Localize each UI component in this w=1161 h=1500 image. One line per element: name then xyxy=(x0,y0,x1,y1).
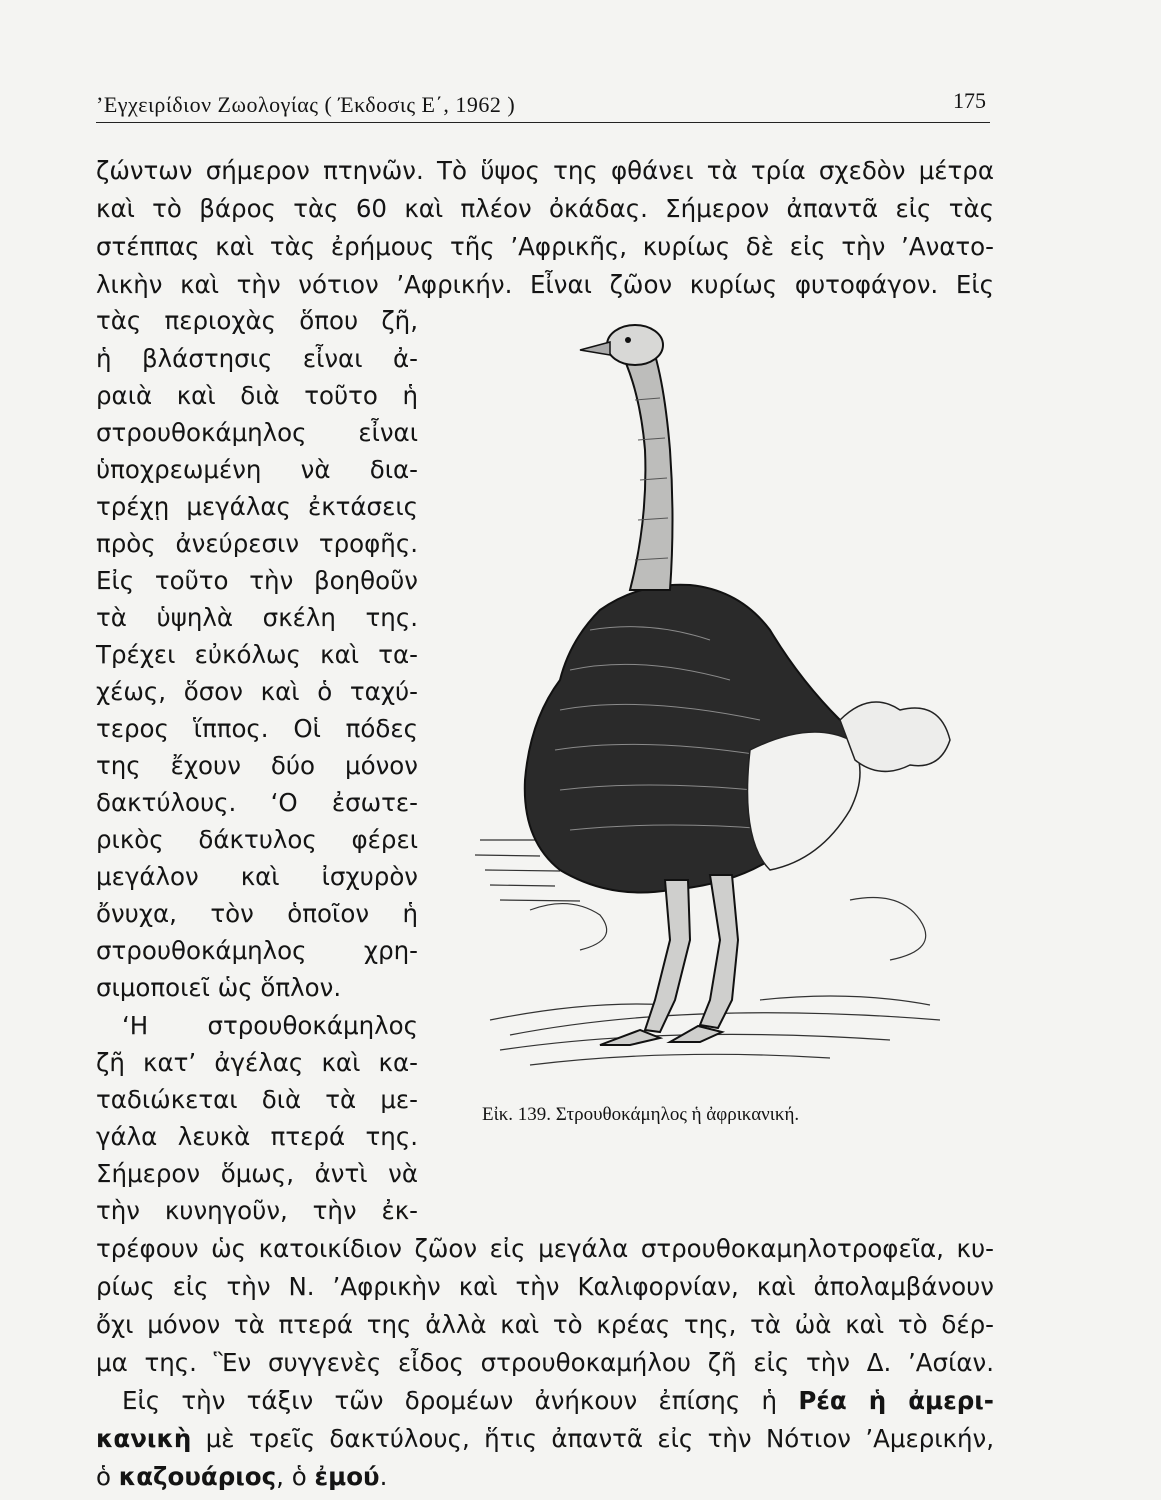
text-line: ζῆ κατ’ ἀγέλας καὶ κα- xyxy=(96,1048,418,1077)
text-line: τρέχῃ μεγάλας ἐκτάσεις xyxy=(96,492,418,521)
text-line: Τρέχει εὐκόλως καὶ τα- xyxy=(96,640,418,669)
text-line xyxy=(96,1462,994,1492)
ostrich-illustration xyxy=(470,300,990,1090)
text-line: τὴν κυνηγοῦν, τὴν ἐκ- xyxy=(96,1196,418,1225)
bold-term: καζουάριος xyxy=(118,1462,277,1491)
text-line: ρικὸς δάκτυλος φέρει xyxy=(96,825,418,854)
text-line xyxy=(96,1386,994,1416)
text-run: ὁ xyxy=(96,1462,111,1491)
header-title: ’Εγχειρίδιον Ζωολογίας ( Έκδοσις Ε΄, 1962 ) xyxy=(96,92,516,117)
text-line: ὄνυχα, τὸν ὁποῖον ἡ xyxy=(96,899,418,928)
white-plumes xyxy=(748,732,861,870)
text-line: της ἔχουν δύο μόνον xyxy=(96,751,418,780)
text-line: τὰς περιοχὰς ὅπου ζῆ, xyxy=(96,306,418,335)
bold-term: ἐμού xyxy=(314,1462,380,1491)
text-line: ζώντων σήμερον πτηνῶν. Τὸ ὕψος της φθάνει τὰ τρία σχεδὸν μέτρα xyxy=(96,156,994,185)
text-line: ταδιώκεται διὰ τὰ με- xyxy=(96,1085,418,1114)
text-line: χέως, ὅσον καὶ ὁ ταχύ- xyxy=(96,677,418,706)
bold-term: Ρέα ἡ ἀμερι- xyxy=(798,1386,994,1415)
bold-term: κανικὴ xyxy=(96,1424,192,1453)
text-line: πρὸς ἀνεύρεσιν τροφῆς. xyxy=(96,529,418,558)
text-line: μεγάλον καὶ ἰσχυρὸν xyxy=(96,862,418,891)
text-line: στρουθοκάμηλος εἶναι xyxy=(96,418,418,447)
text-run: μὲ τρεῖς δακτύλους, ἥτις ἀπαντᾶ εἰς τὴν Νότιον ’Αμερικήν, xyxy=(205,1424,994,1453)
text-line: ἡ βλάστησις εἶναι ἀ- xyxy=(96,344,418,373)
text-line: ρίως εἰς τὴν Ν. ’Αφρικὴν καὶ τὴν Καλιφορνίαν, καὶ ἀπολαμβάνουν xyxy=(96,1272,994,1301)
text-line: ὑποχρεωμένη νὰ δια- xyxy=(96,455,418,484)
text-line: τρέφουν ὡς κατοικίδιον ζῶον εἰς μεγάλα στρουθοκαμηλοτροφεῖα, κυ- xyxy=(96,1234,994,1263)
text-line: στέππας καὶ τὰς ἐρήμους τῆς ’Αφρικῆς, κυρίως δὲ εἰς τὴν ’Ανατο- xyxy=(96,232,994,261)
tail-plumes xyxy=(840,702,950,771)
ostrich-neck xyxy=(620,350,673,590)
ostrich-head xyxy=(607,325,663,365)
ostrich-eye xyxy=(625,337,631,343)
figure-caption: Εἰκ. 139. Στρουθοκάμηλος ἡ ἀφρικανική. xyxy=(482,1104,800,1125)
text-line: ὄχι μόνον τὰ πτερά της ἀλλὰ καὶ τὸ κρέας της, τὰ ὠὰ καὶ τὸ δέρ- xyxy=(96,1310,994,1339)
running-header xyxy=(96,88,990,123)
text-line: λικὴν καὶ τὴν νότιον ’Αφρικήν. Εἶναι ζῶον κυρίως φυτοφάγον. Εἰς xyxy=(96,270,994,299)
text-line: τὰ ὑψηλὰ σκέλη της. xyxy=(96,603,418,632)
text-line xyxy=(96,1424,994,1454)
text-run: Εἰς τὴν τάξιν τῶν δρομέων ἀνήκουν ἐπίσης ἡ xyxy=(122,1386,778,1415)
text-line: στρουθοκάμηλος χρη- xyxy=(96,936,418,965)
text-line: γάλα λευκὰ πτερά της. xyxy=(96,1122,418,1151)
text-line: μα της. Ἓν συγγενὲς εἶδος στρουθοκαμήλου ζῆ εἰς τὴν Δ. ’Ασίαν. xyxy=(96,1348,994,1377)
text-run: . xyxy=(379,1462,388,1491)
text-line: ‘Η στρουθοκάμηλος xyxy=(122,1011,418,1040)
text-line: τερος ἵππος. Οἱ πόδες xyxy=(96,714,418,743)
page-number: 175 xyxy=(953,88,986,113)
text-line: καὶ τὸ βάρος τὰς 60 καὶ πλέον ὀκάδας. Σήμερον ἀπαντᾶ εἰς τὰς xyxy=(96,194,994,223)
text-line: σιμοποιεῖ ὡς ὅπλον. xyxy=(96,973,342,1002)
text-line: Εἰς τοῦτο τὴν βοηθοῦν xyxy=(96,566,418,595)
ostrich-beak xyxy=(580,342,610,355)
text-run: , ὁ xyxy=(276,1462,307,1491)
text-line: ραιὰ καὶ διὰ τοῦτο ἡ xyxy=(96,381,418,410)
text-line: δακτύλους. ‘Ο ἐσωτε- xyxy=(96,788,418,817)
text-line: Σήμερον ὅμως, ἀντὶ νὰ xyxy=(96,1159,418,1188)
ostrich-figure xyxy=(470,300,990,1090)
